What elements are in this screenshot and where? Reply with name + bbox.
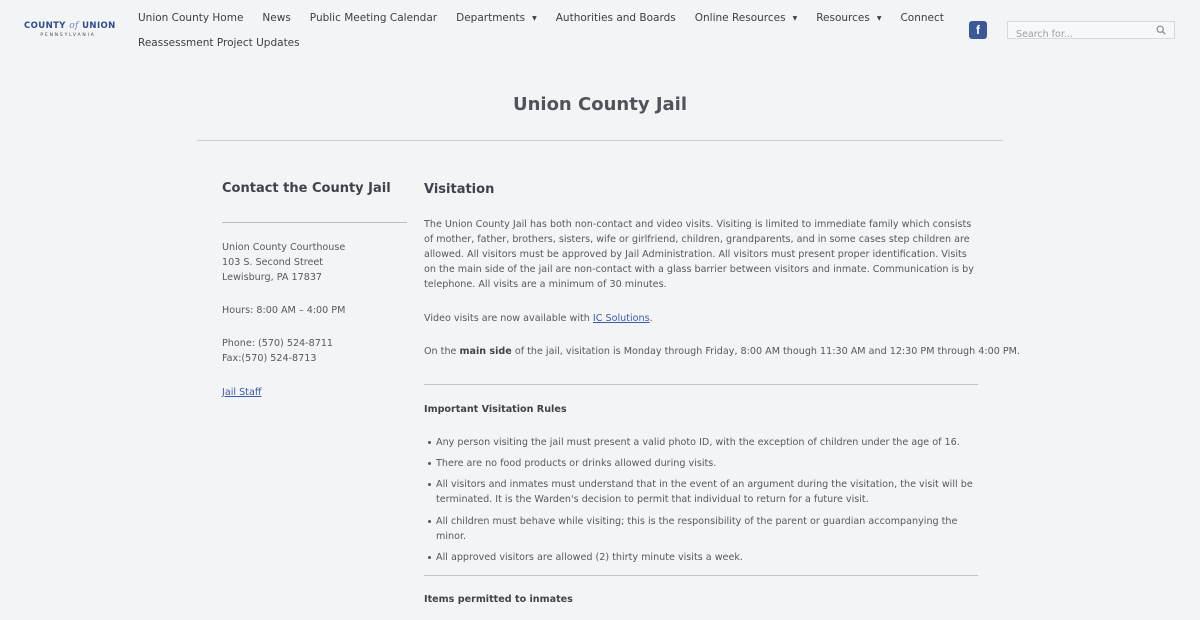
- nav-departments[interactable]: Departments ▼: [456, 12, 537, 24]
- county-logo[interactable]: [24, 21, 116, 38]
- logo-subtitle: PENNSYLVANIA: [40, 33, 96, 38]
- nav-reassessment-project-updates[interactable]: Reassessment Project Updates: [138, 37, 300, 49]
- nav-connect[interactable]: Connect: [900, 12, 944, 24]
- logo-word-county: COUNTY: [24, 21, 66, 31]
- office-hours: Hours: 8:00 AM – 4:00 PM: [222, 305, 346, 316]
- address-line-2: 103 S. Second Street: [222, 257, 324, 268]
- main-side-emphasis: main side: [459, 346, 512, 357]
- visitation-content: [424, 182, 1020, 605]
- nav-row-1: [138, 11, 944, 25]
- search-box: [1007, 21, 1175, 39]
- sidebar-heading: Contact the County Jail: [222, 181, 391, 196]
- ic-solutions-link[interactable]: IC Solutions: [592, 313, 650, 324]
- page-title: Union County Jail: [512, 94, 688, 115]
- site-header: [0, 0, 1200, 60]
- nav-public-meeting-calendar[interactable]: Public Meeting Calendar: [309, 12, 438, 24]
- address-block: [222, 240, 345, 285]
- rule-item: All children must behave while visiting; this is the responsibility of the parent or guardian accompanying the minor.: [436, 514, 976, 544]
- contact-sidebar: [222, 181, 407, 398]
- visitation-intro: The Union County Jail has both non-contact and video visits. Visiting is limited to immediate family which consists of mother, father, brothers, sisters, wife or girlfriend, children, grandparents, and in some cases step children are allowed. All visitors must be approved by Jail Administration. All visitors must present proper identification. Visits on the main side of the jail are non-contact with a glass barrier between visitors and inmate. Communication is by telephone. All visits are a minimum of 30 minutes.: [424, 219, 974, 290]
- content-divider-2: [424, 575, 978, 576]
- logo-word-of: of: [69, 21, 79, 31]
- title-divider: [197, 140, 1003, 141]
- address-line-3: Lewisburg, PA 17837: [222, 272, 323, 283]
- fax-number: Fax:(570) 524-8713: [222, 353, 317, 364]
- search-icon[interactable]: [1156, 25, 1166, 35]
- sidebar-divider: [222, 222, 407, 223]
- address-line-1: Union County Courthouse: [222, 242, 346, 253]
- video-visits-text: Video visits are now available with IC Solutions.: [424, 313, 653, 324]
- visitation-heading: Visitation: [424, 182, 495, 197]
- main-nav: [138, 11, 944, 61]
- content-divider-1: [424, 384, 978, 385]
- rule-item: All visitors and inmates must understand that in the event of an argument during the visitation, the visit will be terminated. It is the Warden's decision to permit that individual to return for a future visit.: [436, 477, 976, 507]
- caret-down-icon: ▼: [532, 14, 537, 22]
- logo-word-union: UNION: [82, 21, 116, 31]
- jail-staff-link[interactable]: Jail Staff: [222, 387, 262, 398]
- rule-item: Any person visiting the jail must present a valid photo ID, with the exception of children under the age of 16.: [436, 435, 976, 450]
- nav-row-2: [138, 36, 878, 50]
- nav-resources[interactable]: Resources ▼: [816, 12, 882, 24]
- rule-item: There are no food products or drinks allowed during visits.: [436, 456, 976, 471]
- rule-item: All approved visitors are allowed (2) thirty minute visits a week.: [436, 550, 976, 565]
- rules-heading: Important Visitation Rules: [424, 404, 567, 415]
- caret-down-icon: ▼: [792, 14, 798, 22]
- facebook-icon[interactable]: f: [969, 21, 987, 39]
- visitation-rules-list: [436, 435, 976, 571]
- contact-numbers: [222, 336, 333, 366]
- search-input[interactable]: [1008, 27, 1148, 43]
- items-permitted-heading: Items permitted to inmates: [424, 594, 573, 605]
- caret-down-icon: ▼: [876, 14, 882, 22]
- jail-staff-container: [222, 385, 261, 400]
- nav-news[interactable]: News: [262, 12, 291, 24]
- nav-authorities-and-boards[interactable]: Authorities and Boards: [555, 12, 676, 24]
- visitation-schedule: On the main side of the jail, visitation is Monday through Friday, 8:00 AM though 11:30 AM and 12:30 PM through 4:00 PM.: [424, 346, 1020, 357]
- phone-number: Phone: (570) 524-8711: [222, 338, 334, 349]
- nav-union-county-home[interactable]: Union County Home: [138, 12, 244, 24]
- nav-online-resources[interactable]: Online Resources ▼: [694, 12, 798, 24]
